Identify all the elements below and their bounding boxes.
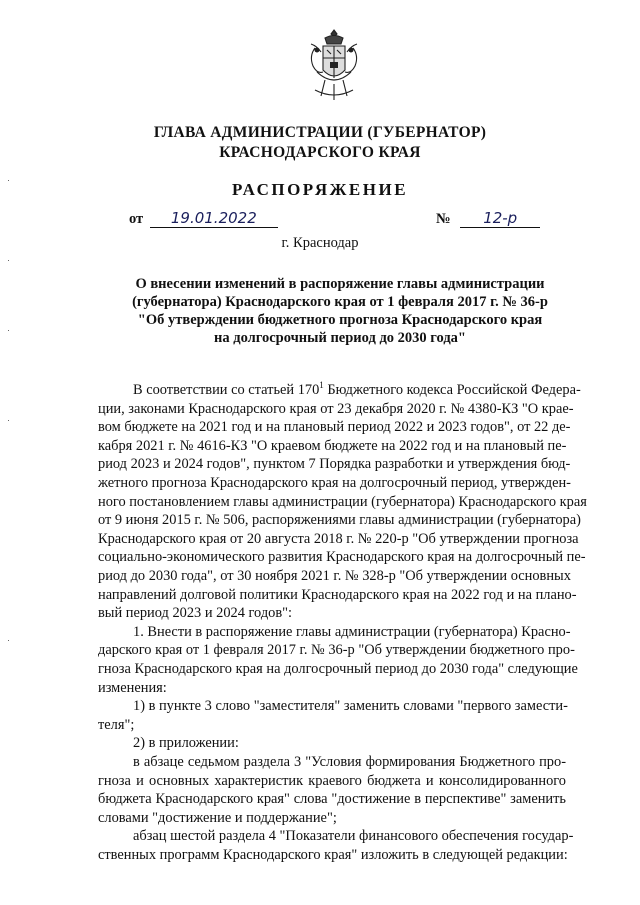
city: г. Краснодар — [281, 235, 359, 251]
coat-of-arms-icon — [303, 28, 365, 102]
scan-mark — [8, 260, 9, 261]
body-line: риод 2023 и 2024 годов", пунктом 7 Порядка разработки и утверждения бюд- — [98, 456, 571, 473]
body-line: 1. Внести в распоряжение главы администрации (губернатора) Красно- — [133, 623, 571, 640]
body-line: в абзаце седьмом раздела 3 "Условия формирования Бюджетного про- — [133, 754, 566, 770]
scan-mark — [8, 420, 9, 421]
document-type: РАСПОРЯЖЕНИЕ — [231, 180, 409, 199]
date-value: 19.01.2022 — [150, 209, 278, 228]
body-line: дарского края от 1 февраля 2017 г. № 36-р "Об утверждении бюджетного про- — [98, 642, 575, 659]
body-line: ции, законами Краснодарского края от 23 декабря 2020 г. № 4380-КЗ "О крае- — [98, 400, 574, 417]
body-line: абзац шестой раздела 4 "Показатели финансового обеспечения государ- — [133, 828, 574, 845]
body-line: жетного прогноза Краснодарского края на долгосрочный период, утвержден- — [98, 475, 571, 491]
body-line: В соответствии со статьей $170^1$ Бюджетного кодекса Российской Федера- — [133, 380, 581, 398]
body-line: 1) в пункте 3 слово "заместителя" заменить словами "первого замести- — [133, 698, 568, 715]
scan-mark — [8, 180, 9, 181]
body-line: гноза Краснодарского края на долгосрочный период до 2030 года" следующие — [98, 661, 578, 677]
body-line: ного постановлением главы администрации (губернатора) Краснодарского края — [98, 493, 587, 510]
scan-mark — [8, 640, 9, 641]
date-label: от — [129, 211, 144, 227]
number-value: 12-р — [460, 209, 540, 228]
scan-mark — [8, 330, 9, 331]
body-line: ственных программ Краснодарского края" изложить в следующей редакции: — [98, 847, 568, 863]
authority-region: КРАСНОДАРСКОГО КРАЯ — [219, 144, 421, 161]
subject-line: на долгосрочный период до 2030 года" — [214, 330, 466, 346]
number-label: № — [436, 211, 451, 227]
body-line: Краснодарского края от 20 августа 2018 г. № 220-р "Об утверждении прогноза — [98, 530, 579, 547]
body-line: изменения: — [98, 679, 167, 696]
body-line: вом бюджете на 2021 год и на плановый период 2022 и 2023 годов", от 22 де- — [98, 419, 571, 436]
body-line: 2) в приложении: — [133, 735, 239, 752]
body-line: направлений долговой политики Краснодарского края на 2022 год и на плано- — [98, 586, 577, 603]
body-line: теля"; — [98, 716, 135, 733]
body-line: гноза и основных характеристик краевого бюджета и консолидированного — [98, 772, 566, 789]
number-field — [436, 209, 540, 228]
document-subject — [120, 275, 560, 347]
body-line: риод до 2030 года", от 30 ноября 2021 г. № 328-р "Об утверждении основных — [98, 568, 571, 584]
subject-line: (губернатора) Краснодарского края от 1 февраля 2017 г. № 36-р — [132, 294, 548, 310]
body-line: социально-экономического развития Краснодарского края на долгосрочный пе- — [98, 549, 586, 566]
body-line: словами "достижение и поддержание"; — [98, 809, 337, 826]
authority-title: ГЛАВА АДМИНИСТРАЦИИ (ГУБЕРНАТОР) — [153, 124, 487, 141]
subject-line: О внесении изменений в распоряжение главы администрации — [135, 276, 545, 292]
subject-line: "Об утверждении бюджетного прогноза Краснодарского края — [137, 312, 543, 328]
body-line: от 9 июня 2015 г. № 506, распоряжениями главы администрации (губернатора) — [98, 512, 581, 529]
body-line: бюджета Краснодарского края" слова "достижение в перспективе" заменить — [98, 791, 566, 808]
body-line: вый период 2023 и 2024 годов": — [98, 605, 293, 622]
date-field — [129, 209, 278, 228]
body-line: кабря 2021 г. № 4616-КЗ "О краевом бюджете на 2022 год и на плановый пе- — [98, 437, 567, 454]
